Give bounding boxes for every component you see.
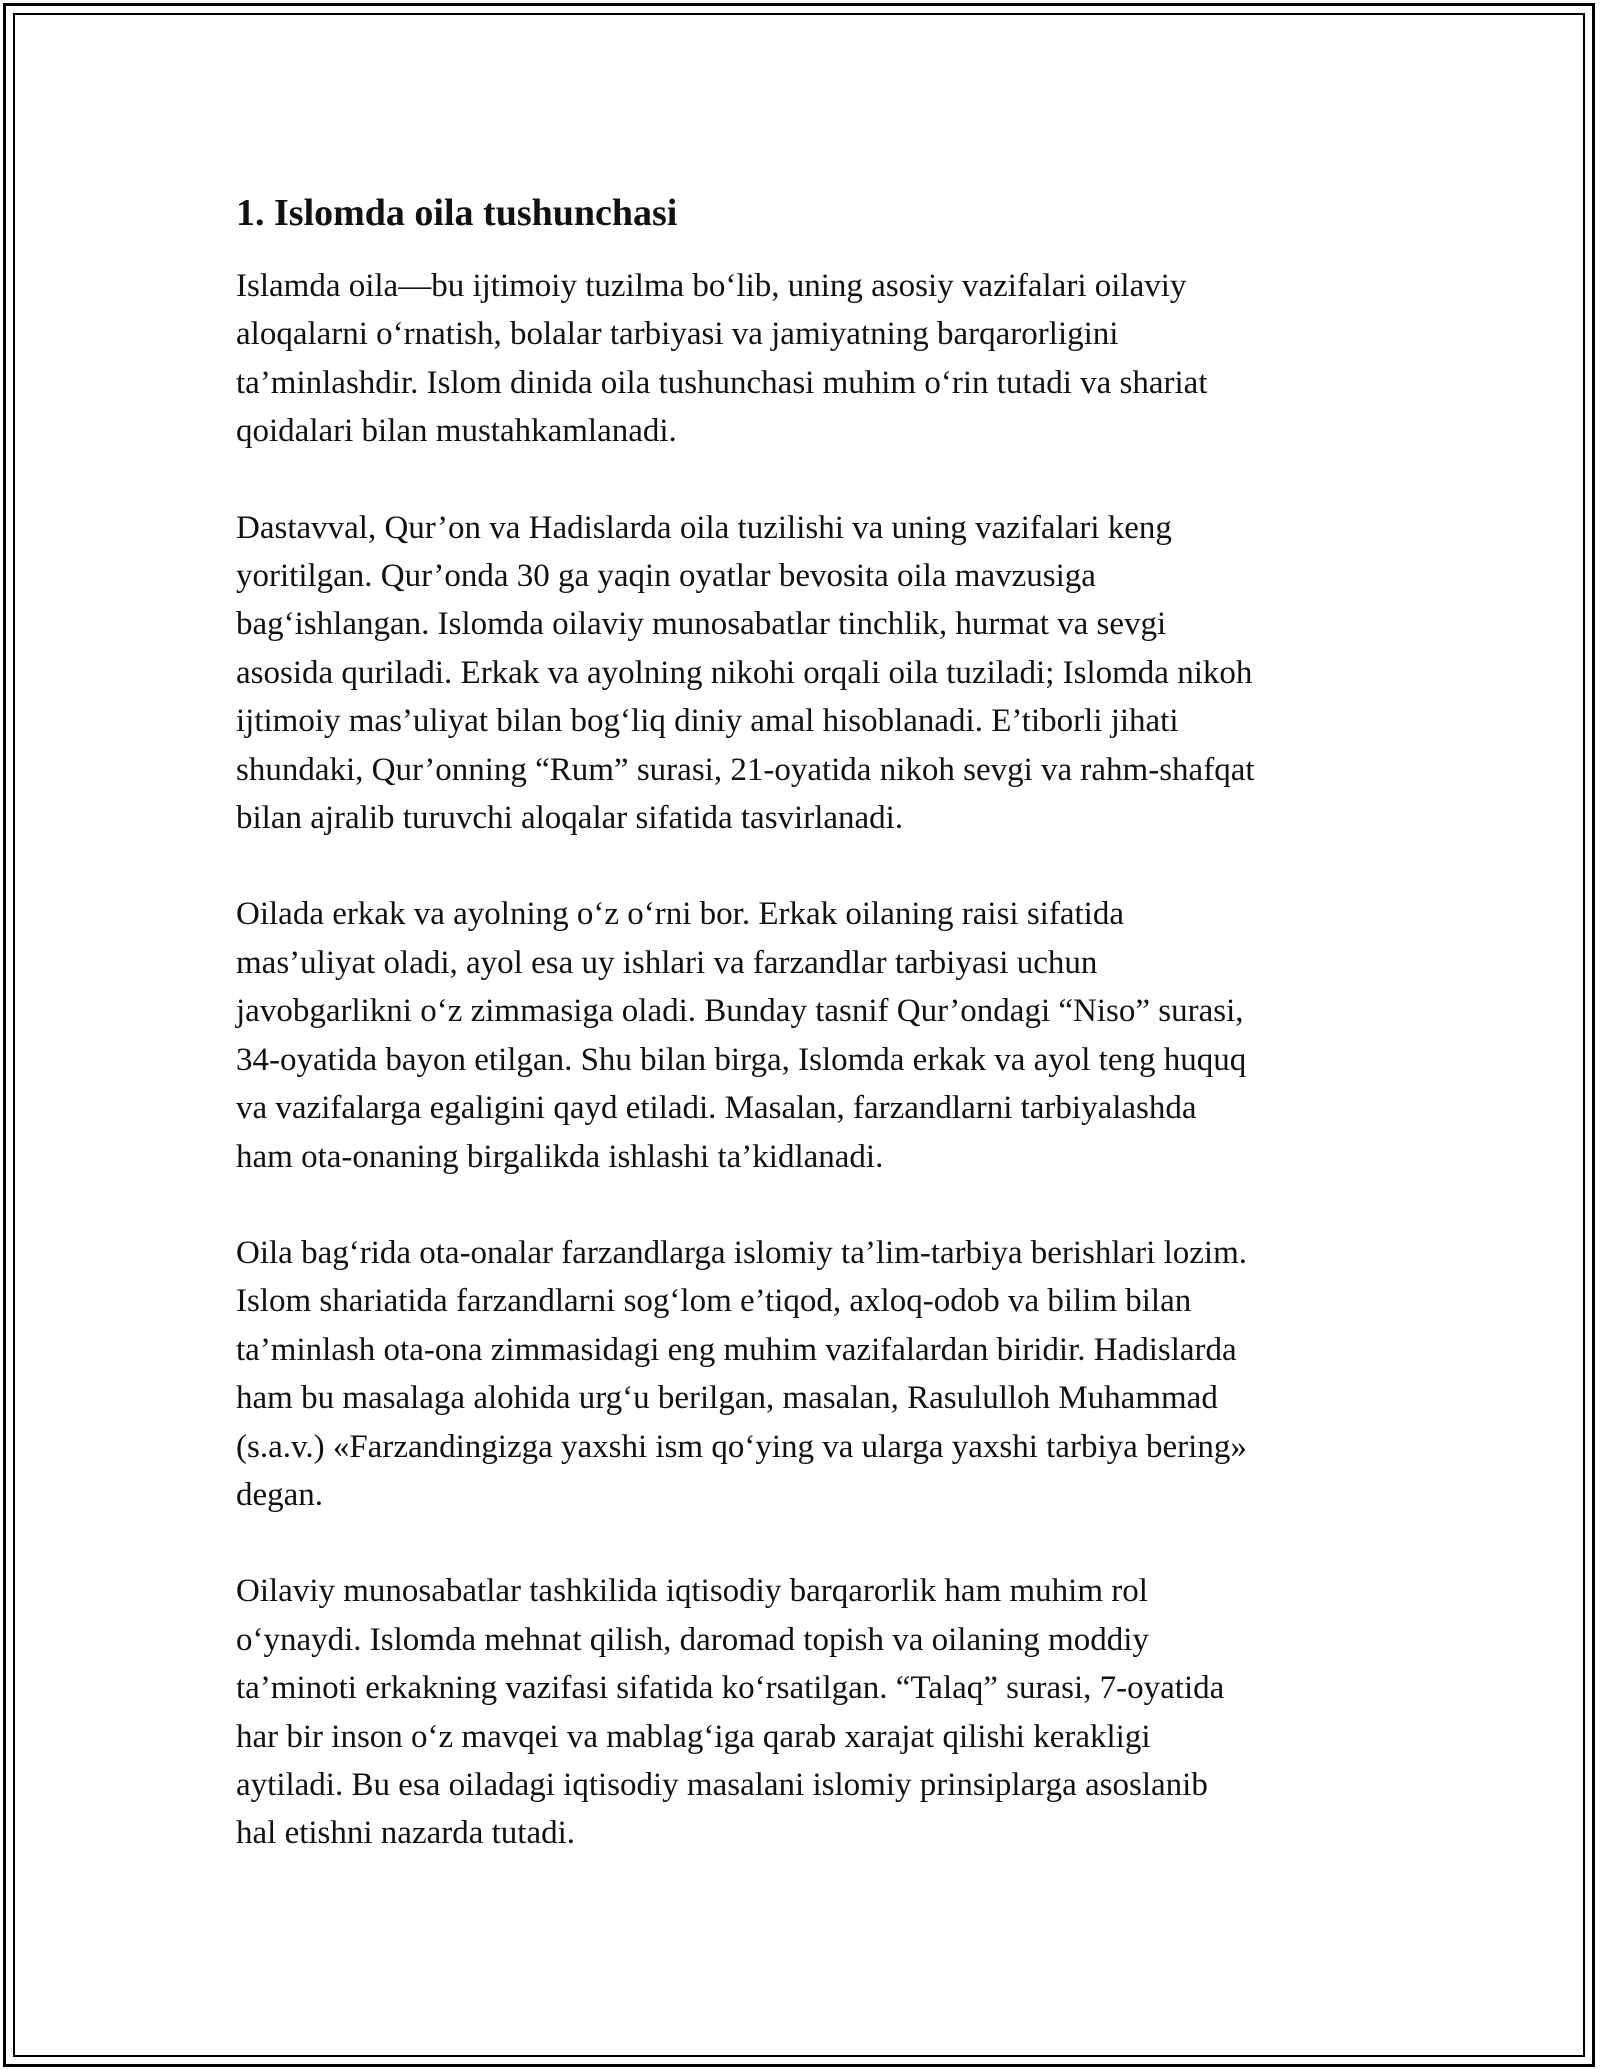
paragraph-4 (236, 1229, 1376, 1519)
paragraph-line: bilan ajralib turuvchi aloqalar sifatida tasvirlanadi. (236, 800, 904, 837)
paragraph-line: ijtimoiy mas’uliyat bilan bog‘liq diniy amal hisoblanadi. E’tiborli jihati (236, 703, 1179, 740)
paragraph-line: va vazifalarga egaligini qayd etiladi. Masalan, farzandlarni tarbiyalashda (236, 1090, 1197, 1127)
paragraph-line: Dastavval, Qur’on va Hadislarda oila tuzilishi va uning vazifalari keng (236, 509, 1172, 546)
paragraph-line: aloqalarni o‘rnatish, bolalar tarbiyasi va jamiyatning barqarorligini (236, 316, 1119, 353)
paragraph-line: ham bu masalaga alohida urg‘u berilgan, masalan, Rasululloh Muhammad (236, 1380, 1218, 1417)
paragraph-1 (236, 262, 1376, 456)
page-title: 1. Islomda oila tushunchasi (236, 192, 678, 234)
paragraph-line: ham ota-onaning birgalikda ishlashi ta’kidlanadi. (236, 1138, 884, 1175)
paragraph-line: har bir inson o‘z mavqei va mablag‘iga qarab xarajat qilishi kerakligi (236, 1718, 1151, 1755)
paragraph-5 (236, 1567, 1376, 1857)
paragraph-line: Oila bag‘rida ota-onalar farzandlarga islomiy ta’lim-tarbiya berishlari lozim. (236, 1234, 1247, 1271)
paragraph-line: javobgarlikni o‘z zimmasiga oladi. Bunday tasnif Qur’ondagi “Niso” surasi, (236, 993, 1244, 1030)
paragraph-line: qoidalari bilan mustahkamlanadi. (236, 413, 677, 450)
paragraph-line: Islom shariatida farzandlarni sog‘lom e’tiqod, axloq-odob va bilim bilan (236, 1283, 1192, 1320)
paragraph-line: Oilada erkak va ayolning o‘z o‘rni bor. Erkak oilaning raisi sifatida (236, 896, 1124, 933)
paragraph-line: Oilaviy munosabatlar tashkilida iqtisodiy barqarorlik ham muhim rol (236, 1573, 1148, 1610)
document-body (236, 190, 1376, 1906)
paragraph-line: (s.a.v.) «Farzandingizga yaxshi ism qo‘ying va ularga yaxshi tarbiya bering» (236, 1428, 1247, 1465)
paragraph-line: degan. (236, 1476, 324, 1513)
paragraph-line: bag‘ishlangan. Islomda oilaviy munosabatlar tinchlik, hurmat va sevgi (236, 606, 1167, 643)
paragraph-2 (236, 504, 1376, 843)
paragraph-line: aytiladi. Bu esa oiladagi iqtisodiy masalani islomiy prinsiplarga asoslanib (236, 1766, 1208, 1803)
paragraph-3 (236, 890, 1376, 1180)
paragraph-line: ta’minlash ota-ona zimmasidagi eng muhim vazifalardan biridir. Hadislarda (236, 1331, 1237, 1368)
paragraph-line: ta’minlashdir. Islom dinida oila tushunchasi muhim o‘rin tutadi va shariat (236, 364, 1208, 401)
paragraph-line: asosida quriladi. Erkak va ayolning nikohi orqali oila tuziladi; Islomda nikoh (236, 654, 1253, 691)
paragraph-line: Islamda oila—bu ijtimoiy tuzilma bo‘lib, uning asosiy vazifalari oilaviy (236, 268, 1187, 304)
paragraph-line: shundaki, Qur’onning “Rum” surasi, 21-oyatida nikoh sevgi va rahm-shafqat (236, 751, 1255, 788)
paragraph-line: hal etishni nazarda tutadi. (236, 1815, 576, 1852)
paragraph-line: ta’minoti erkakning vazifasi sifatida ko‘rsatilgan. “Talaq” surasi, 7-oyatida (236, 1670, 1225, 1707)
paragraph-line: yoritilgan. Qur’onda 30 ga yaqin oyatlar bevosita oila mavzusiga (236, 558, 1096, 595)
paragraph-line: mas’uliyat oladi, ayol esa uy ishlari va farzandlar tarbiyasi uchun (236, 944, 1098, 981)
paragraph-line: o‘ynaydi. Islomda mehnat qilish, daromad topish va oilaning moddiy (236, 1621, 1149, 1658)
paragraph-line: 34-oyatida bayon etilgan. Shu bilan birga, Islomda erkak va ayol teng huquq (236, 1041, 1247, 1078)
